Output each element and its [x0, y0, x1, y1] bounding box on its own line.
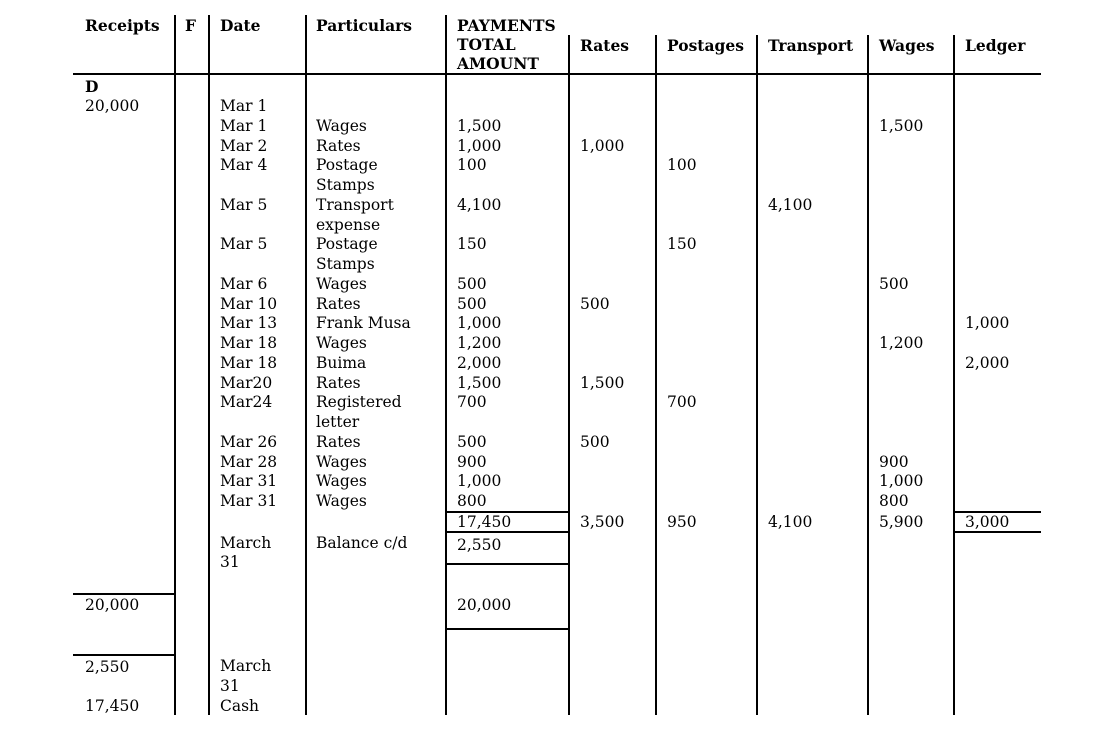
header-ledger: Ledger — [965, 36, 1026, 55]
row-ledger: 2,000 — [965, 353, 1010, 372]
row-date: Mar 5 — [220, 235, 268, 254]
row-wages: 1,200 — [879, 334, 924, 352]
row-date: Mar 1 — [220, 116, 268, 135]
row-total: 500 — [457, 274, 487, 293]
header-date: Date — [220, 16, 261, 35]
row-wages: 900 — [879, 452, 909, 471]
row-particulars: Postage — [316, 235, 378, 254]
row-particulars: Registered — [316, 393, 402, 412]
row-rates: 1,000 — [580, 136, 625, 155]
row-particulars: Rates — [316, 136, 361, 155]
row-postages: 150 — [667, 235, 697, 254]
row-total: 1,200 — [457, 334, 502, 352]
grand-total: 20,000 — [457, 596, 512, 614]
receipts-cash: 17,450 — [85, 697, 140, 715]
header-underline — [73, 73, 1041, 75]
total-rates: 3,500 — [580, 513, 625, 531]
row-particulars-line2: expense — [316, 215, 381, 234]
col-divider-particulars — [445, 15, 447, 715]
footer-date-line1: March — [220, 657, 272, 675]
row-total: 1,500 — [457, 373, 502, 392]
receipts-d-label: D — [85, 77, 99, 96]
row-date: Mar 10 — [220, 294, 278, 313]
receipts-balance-bd: 2,550 — [85, 658, 130, 676]
col-divider-rates — [655, 35, 657, 715]
row-total: 800 — [457, 492, 487, 510]
row-total: 150 — [457, 235, 487, 254]
row-total: 700 — [457, 393, 487, 412]
total-ledger: 3,000 — [965, 513, 1010, 531]
header-particulars: Particulars — [316, 16, 413, 35]
header-receipts: Receipts — [85, 16, 160, 35]
grand-total-bottom-rule — [445, 628, 569, 630]
row-particulars: Postage — [316, 156, 378, 175]
row-particulars: Transport — [316, 195, 394, 214]
row-postages: 700 — [667, 393, 697, 412]
row-total: 1,000 — [457, 472, 502, 491]
header-wages: Wages — [879, 36, 935, 55]
row-particulars: Wages — [316, 116, 367, 135]
row-total: 500 — [457, 432, 487, 451]
row-date: Mar 2 — [220, 136, 268, 155]
receipts-total-bottom-rule — [73, 654, 175, 656]
row-wages: 1,500 — [879, 116, 924, 135]
row-particulars: Wages — [316, 334, 367, 352]
footer-date-line2: 31 — [220, 677, 240, 695]
row-particulars: Rates — [316, 294, 361, 313]
header-folio: F — [185, 16, 197, 35]
row-ledger: 1,000 — [965, 314, 1010, 333]
total-wages: 5,900 — [879, 513, 924, 531]
row-particulars: Wages — [316, 472, 367, 491]
row-date: Mar 6 — [220, 274, 268, 293]
balance-amount: 2,550 — [457, 536, 502, 554]
row-date: Mar 31 — [220, 492, 278, 510]
row-particulars: Frank Musa — [316, 314, 411, 333]
row-total: 1,000 — [457, 314, 502, 333]
row-date: Mar 1 — [220, 97, 268, 115]
row-total: 1,500 — [457, 116, 502, 135]
footer-cash-label: Cash — [220, 697, 260, 715]
header-rates: Rates — [580, 36, 630, 55]
row-particulars: Wages — [316, 452, 367, 471]
row-date: Mar 28 — [220, 452, 278, 471]
col-divider-folio — [208, 15, 210, 715]
row-transport: 4,100 — [768, 195, 813, 214]
row-total: 900 — [457, 452, 487, 471]
total-transport: 4,100 — [768, 513, 813, 531]
row-particulars: Wages — [316, 492, 367, 510]
header-total: TOTAL — [457, 35, 516, 54]
col-divider-wages — [953, 35, 955, 715]
row-particulars-line2: Stamps — [316, 255, 375, 273]
col-divider-total — [568, 35, 570, 715]
header-amount: AMOUNT — [457, 54, 539, 73]
row-date: Mar20 — [220, 373, 273, 392]
row-rates: 1,500 — [580, 373, 625, 392]
row-particulars-line2: letter — [316, 413, 360, 431]
row-wages: 800 — [879, 492, 909, 510]
total-postages: 950 — [667, 513, 697, 531]
row-wages: 1,000 — [879, 472, 924, 491]
row-date: Mar 4 — [220, 156, 268, 175]
balance-label: Balance c/d — [316, 534, 408, 552]
col-divider-receipts — [174, 15, 176, 715]
total-payments: 17,450 — [457, 513, 512, 531]
row-total: 2,000 — [457, 353, 502, 372]
header-transport: Transport — [768, 36, 854, 55]
col-divider-postages — [756, 35, 758, 715]
row-rates: 500 — [580, 294, 610, 313]
row-particulars: Rates — [316, 432, 361, 451]
receipts-total: 20,000 — [85, 596, 140, 614]
row-total: 500 — [457, 294, 487, 313]
row-particulars: Buima — [316, 353, 367, 372]
header-payments: PAYMENTS — [457, 16, 556, 35]
balance-date-line2: 31 — [220, 553, 240, 571]
col-divider-transport — [867, 35, 869, 715]
row-date: Mar 18 — [220, 353, 278, 372]
row-total: 100 — [457, 156, 487, 175]
row-wages: 500 — [879, 274, 909, 293]
row-date: Mar 13 — [220, 314, 278, 333]
row-particulars-line2: Stamps — [316, 176, 375, 194]
col-divider-date — [305, 15, 307, 715]
row-date: Mar 18 — [220, 334, 278, 352]
receipts-opening: 20,000 — [85, 97, 140, 115]
balance-rule — [445, 563, 569, 565]
row-date: Mar24 — [220, 393, 273, 412]
row-postages: 100 — [667, 156, 697, 175]
row-date: Mar 26 — [220, 432, 278, 451]
row-total: 1,000 — [457, 136, 502, 155]
row-date: Mar 31 — [220, 472, 278, 491]
row-particulars: Wages — [316, 274, 367, 293]
row-date: Mar 5 — [220, 195, 268, 214]
row-total: 4,100 — [457, 195, 502, 214]
row-rates: 500 — [580, 432, 610, 451]
row-particulars: Rates — [316, 373, 361, 392]
header-postages: Postages — [667, 36, 744, 55]
balance-date-line1: March — [220, 534, 272, 552]
